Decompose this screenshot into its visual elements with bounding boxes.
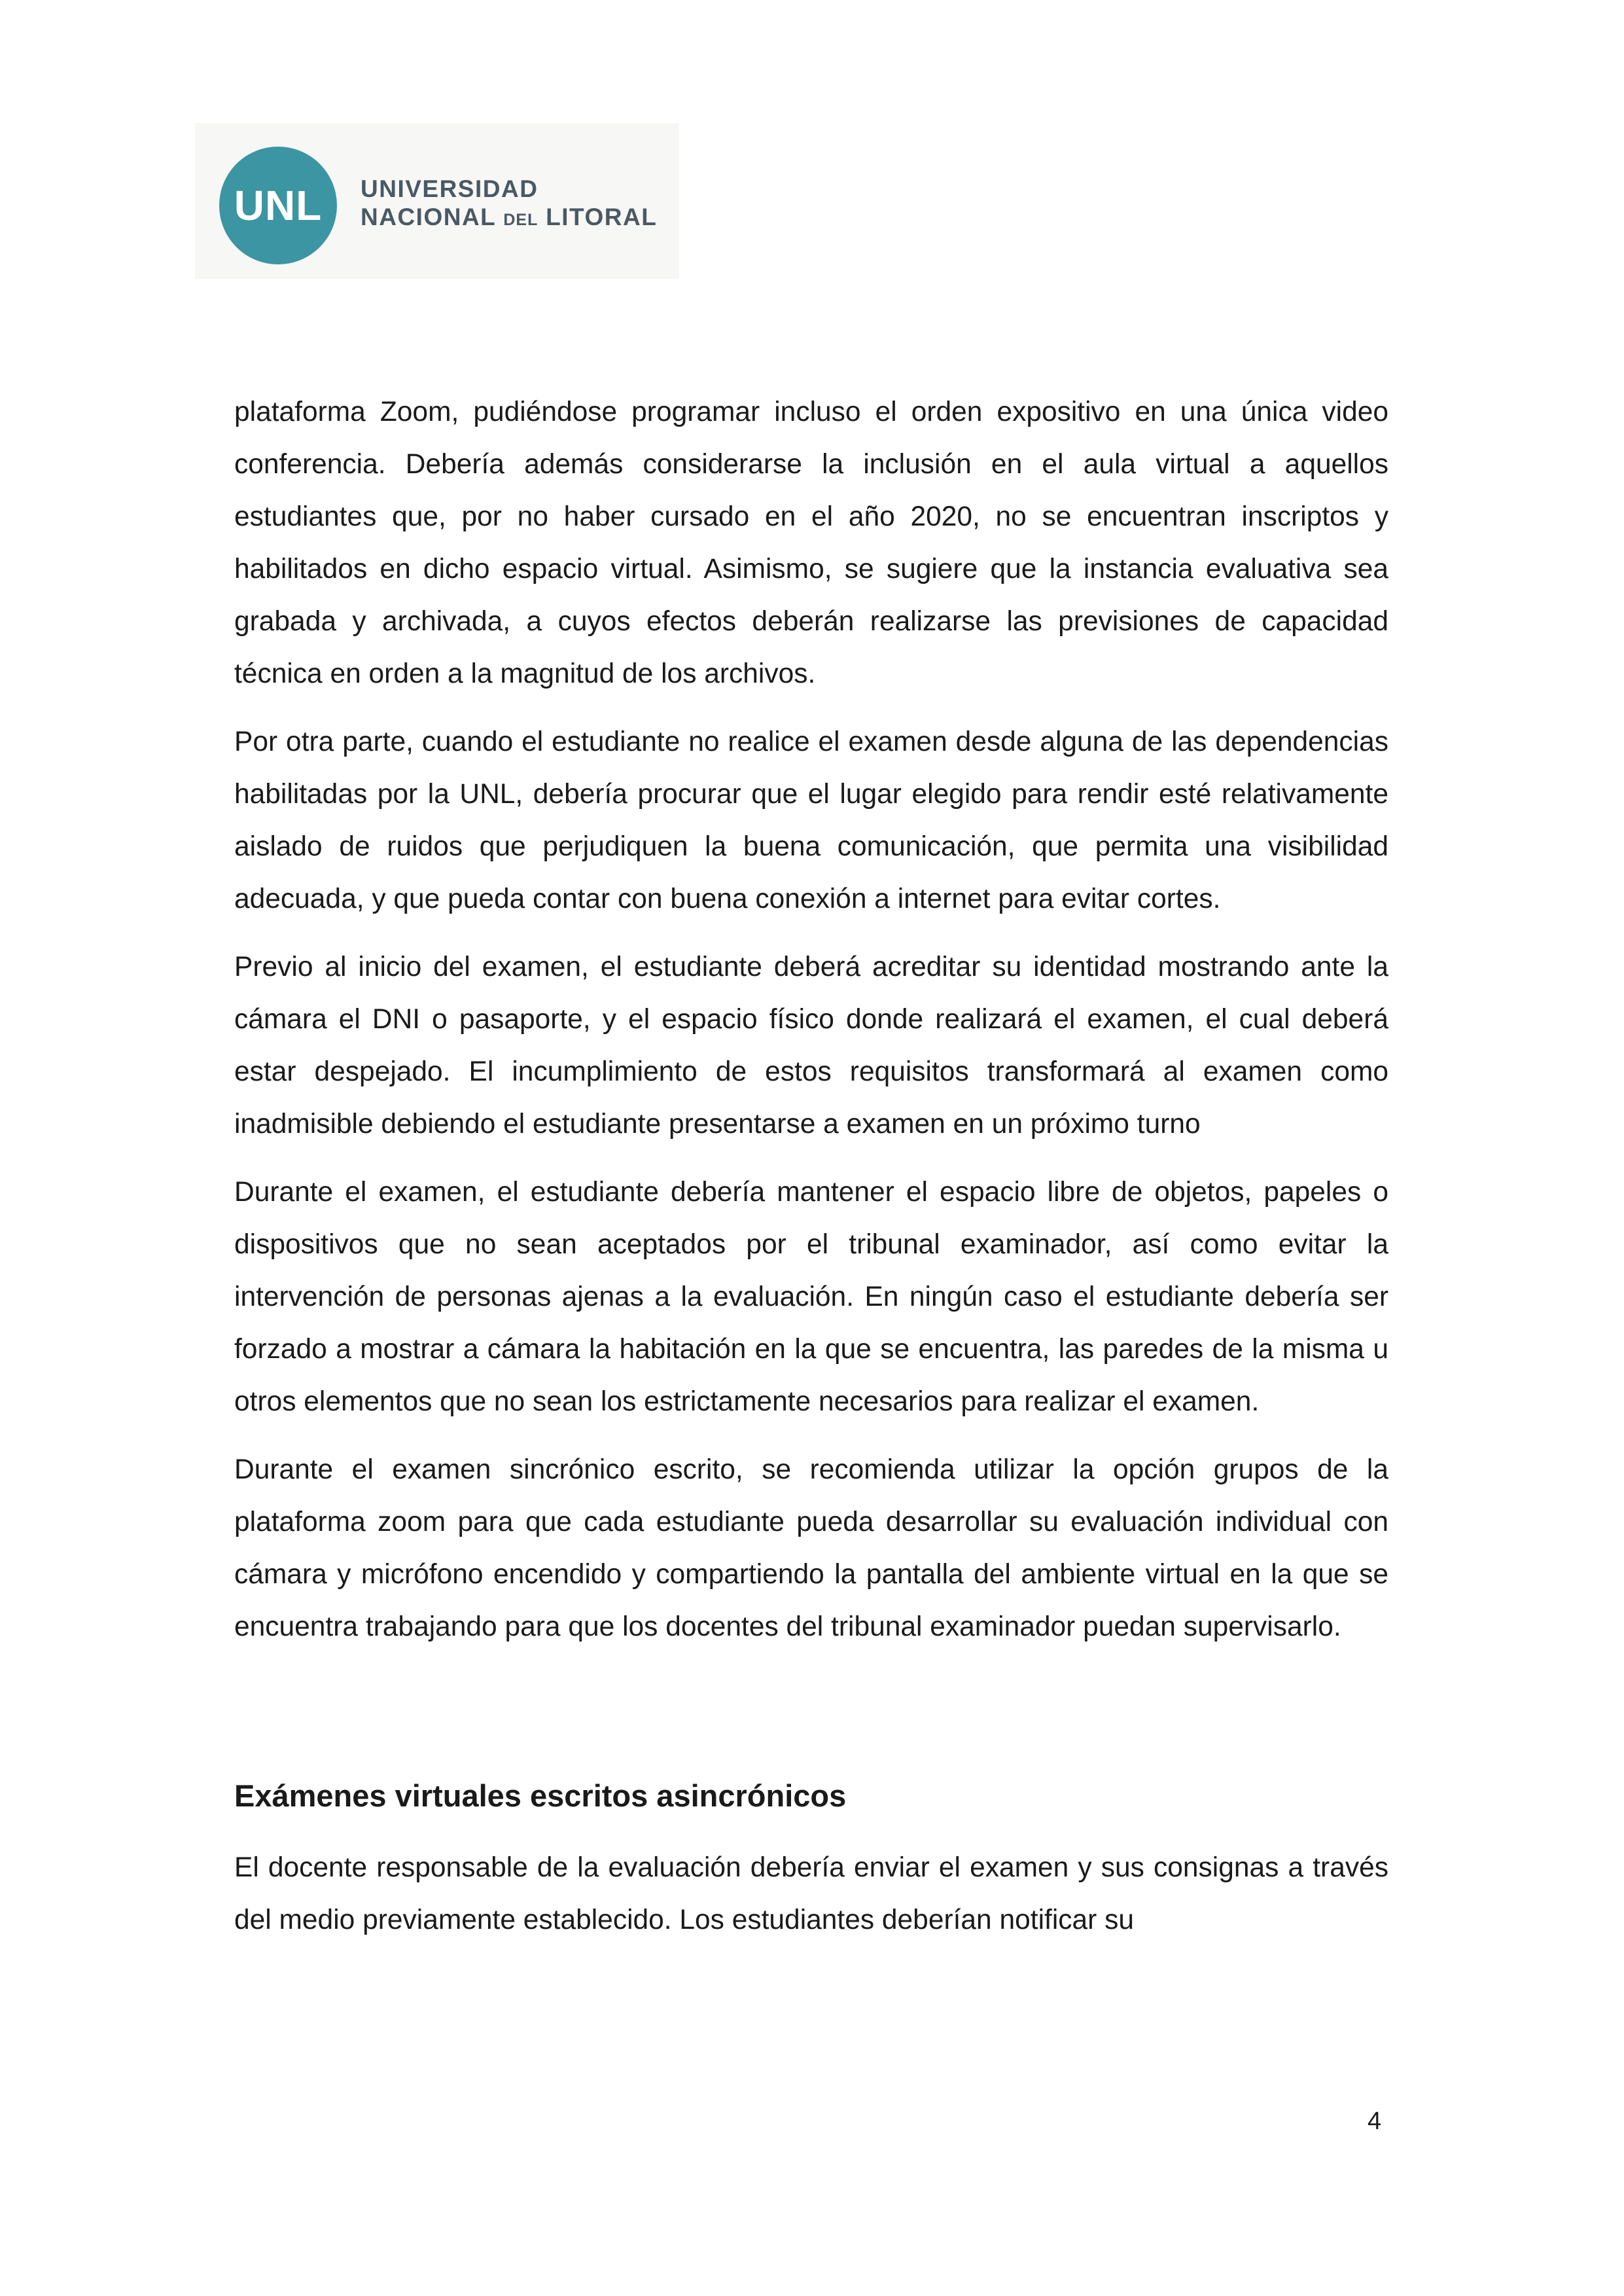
logo-circle-mark — [219, 147, 337, 264]
section-heading: Exámenes virtuales escritos asincrónicos — [234, 1778, 847, 1813]
logo-word-litoral: LITORAL — [546, 204, 658, 230]
logo-mark-text: UNL — [234, 182, 323, 229]
logo-line-1: UNIVERSIDAD — [361, 175, 538, 202]
logo-word-del: DEL — [503, 211, 538, 229]
university-logo — [195, 123, 679, 279]
logo-word-nacional: NACIONAL — [361, 204, 496, 230]
paragraph-2: Por otra parte, cuando el estudiante no realice el examen desde alguna de las dependencias habilitadas por la UNL, debería procurar que el lugar elegido para rendir esté relativamente aislado de ruidos que perjudiquen la buena comunicación, que permita una visibilidad adecuada, y que pueda contar con buena conexión a internet para evitar cortes. — [234, 726, 1388, 914]
logo-line-2 — [361, 204, 657, 231]
paragraph-6: El docente responsable de la evaluación debería enviar el examen y sus consignas a través del medio previamente establecido. Los estudiantes deberían notificar su — [234, 1852, 1388, 1935]
body-text — [234, 386, 1388, 1962]
paragraph-4: Durante el examen, el estudiante debería mantener el espacio libre de objetos, papeles o dispositivos que no sean aceptados por el tribunal examinador, así como evitar la intervención de personas ajenas a la evaluación. En ningún caso el estudiante debería ser forzado a mostrar a cámara la habitación en la que se encuentra, las paredes de la misma u otros elementos que no sean los estrictamente necesarios para realizar el examen. — [234, 1177, 1388, 1417]
page-number: 4 — [1368, 2108, 1382, 2135]
paragraph-1: plataforma Zoom, pudiéndose programar incluso el orden expositivo en una única video conferencia. Debería además considerarse la inclusión en el aula virtual a aquellos estudiantes que, por no haber cursado en el año 2020, no se encuentran inscriptos y habilitados en dicho espacio virtual. Asimismo, se sugiere que la instancia evaluativa sea grabada y archivada, a cuyos efectos deberán realizarse las previsiones de capacidad técnica en orden a la magnitud de los archivos. — [234, 397, 1388, 689]
paragraph-5: Durante el examen sincrónico escrito, se recomienda utilizar la opción grupos de la plataforma zoom para que cada estudiante pueda desarrollar su evaluación individual con cámara y micrófono encendido y compartiendo la pantalla del ambiente virtual en la que se encuentra trabajando para que los docentes del tribunal examinador puedan supervisarlo. — [234, 1454, 1388, 1642]
paragraph-3: Previo al inicio del examen, el estudiante deberá acreditar su identidad mostrando ante la cámara el DNI o pasaporte, y el espacio físico donde realizará el examen, el cual deberá estar despejado. El incumplimiento de estos requisitos transformará al examen como inadmisible debiendo el estudiante presentarse a examen en un próximo turno — [234, 952, 1388, 1139]
